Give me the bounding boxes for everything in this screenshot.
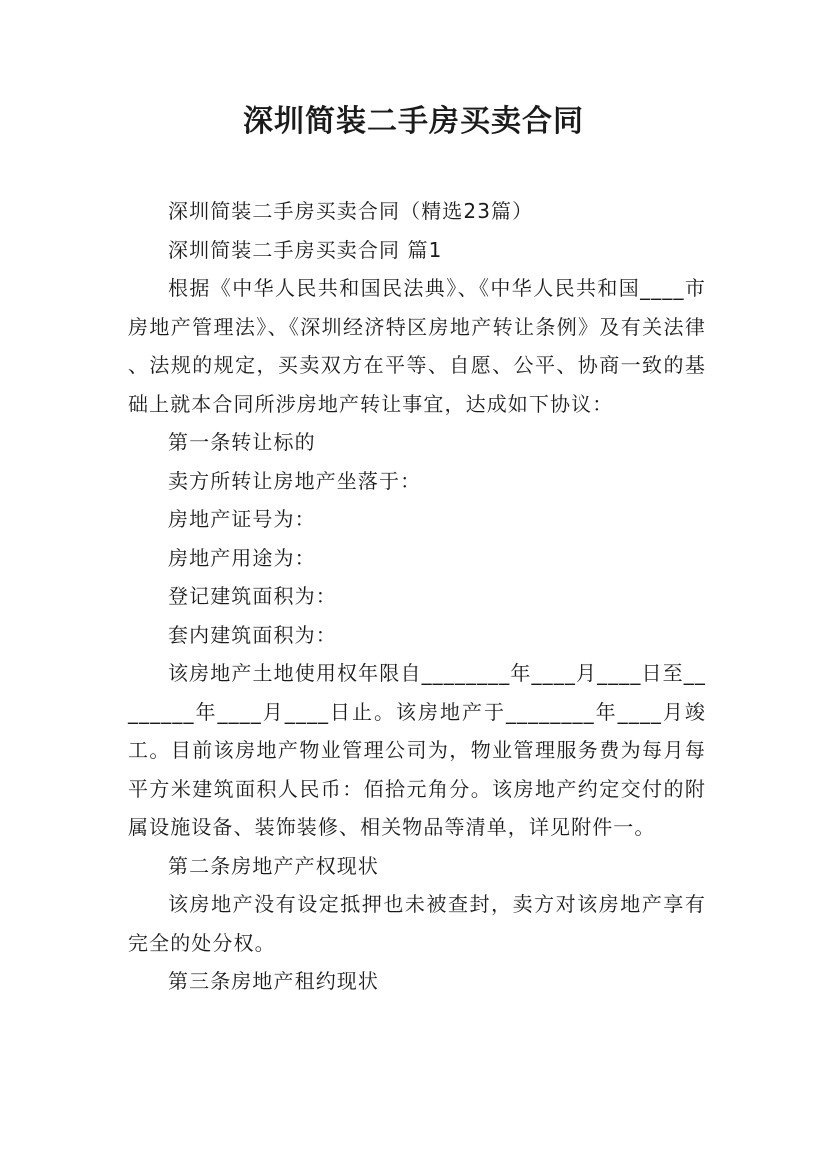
paragraph-section-heading: 深圳简装二手房买卖合同 篇1: [168, 237, 443, 262]
paragraph-inner-area: 套内建筑面积为：: [168, 622, 337, 647]
document-body: [128, 192, 706, 1001]
paragraph-subtitle: 深圳简装二手房买卖合同（精选23篇）: [168, 199, 534, 223]
paragraph-property-status: 该房地产没有设定抵押也未被查封，卖方对该房地产享有完全的处分权。: [128, 892, 706, 955]
paragraph-article-1-heading: 第一条转让标的: [168, 430, 316, 454]
paragraph-location: 卖方所转让房地产坐落于：: [168, 468, 422, 493]
paragraph-article-2-heading: 第二条房地产产权现状: [168, 853, 379, 878]
paragraph-preamble: 根据《中华人民共和国民法典》、《中华人民共和国____市房地产管理法》、《深圳经济特区房地产转让条例》及有关法律、法规的规定，买卖双方在平等、自愿、公平、协商一致的基础上就本合同所涉房地产转让事宜，达成如下协议：: [128, 276, 706, 416]
paragraph-land-use-term: 该房地产土地使用权年限自________年____月____日至________年____月____日止。该房地产于________年____月竣工。目前该房地产物业管理公司为，物业管理服务费为每月每平方米建筑面积人民币：佰拾元角分。该房地产约定交付的附属设施设备、装饰装修、相关物品等清单，详见附件一。: [128, 661, 706, 839]
document-title: 深圳简装二手房买卖合同: [243, 104, 584, 139]
paragraph-article-3-heading: 第三条房地产租约现状: [168, 969, 379, 993]
paragraph-registered-area: 登记建筑面积为：: [168, 584, 337, 608]
paragraph-usage: 房地产用途为：: [168, 545, 316, 570]
paragraph-certificate-number: 房地产证号为：: [168, 507, 316, 531]
